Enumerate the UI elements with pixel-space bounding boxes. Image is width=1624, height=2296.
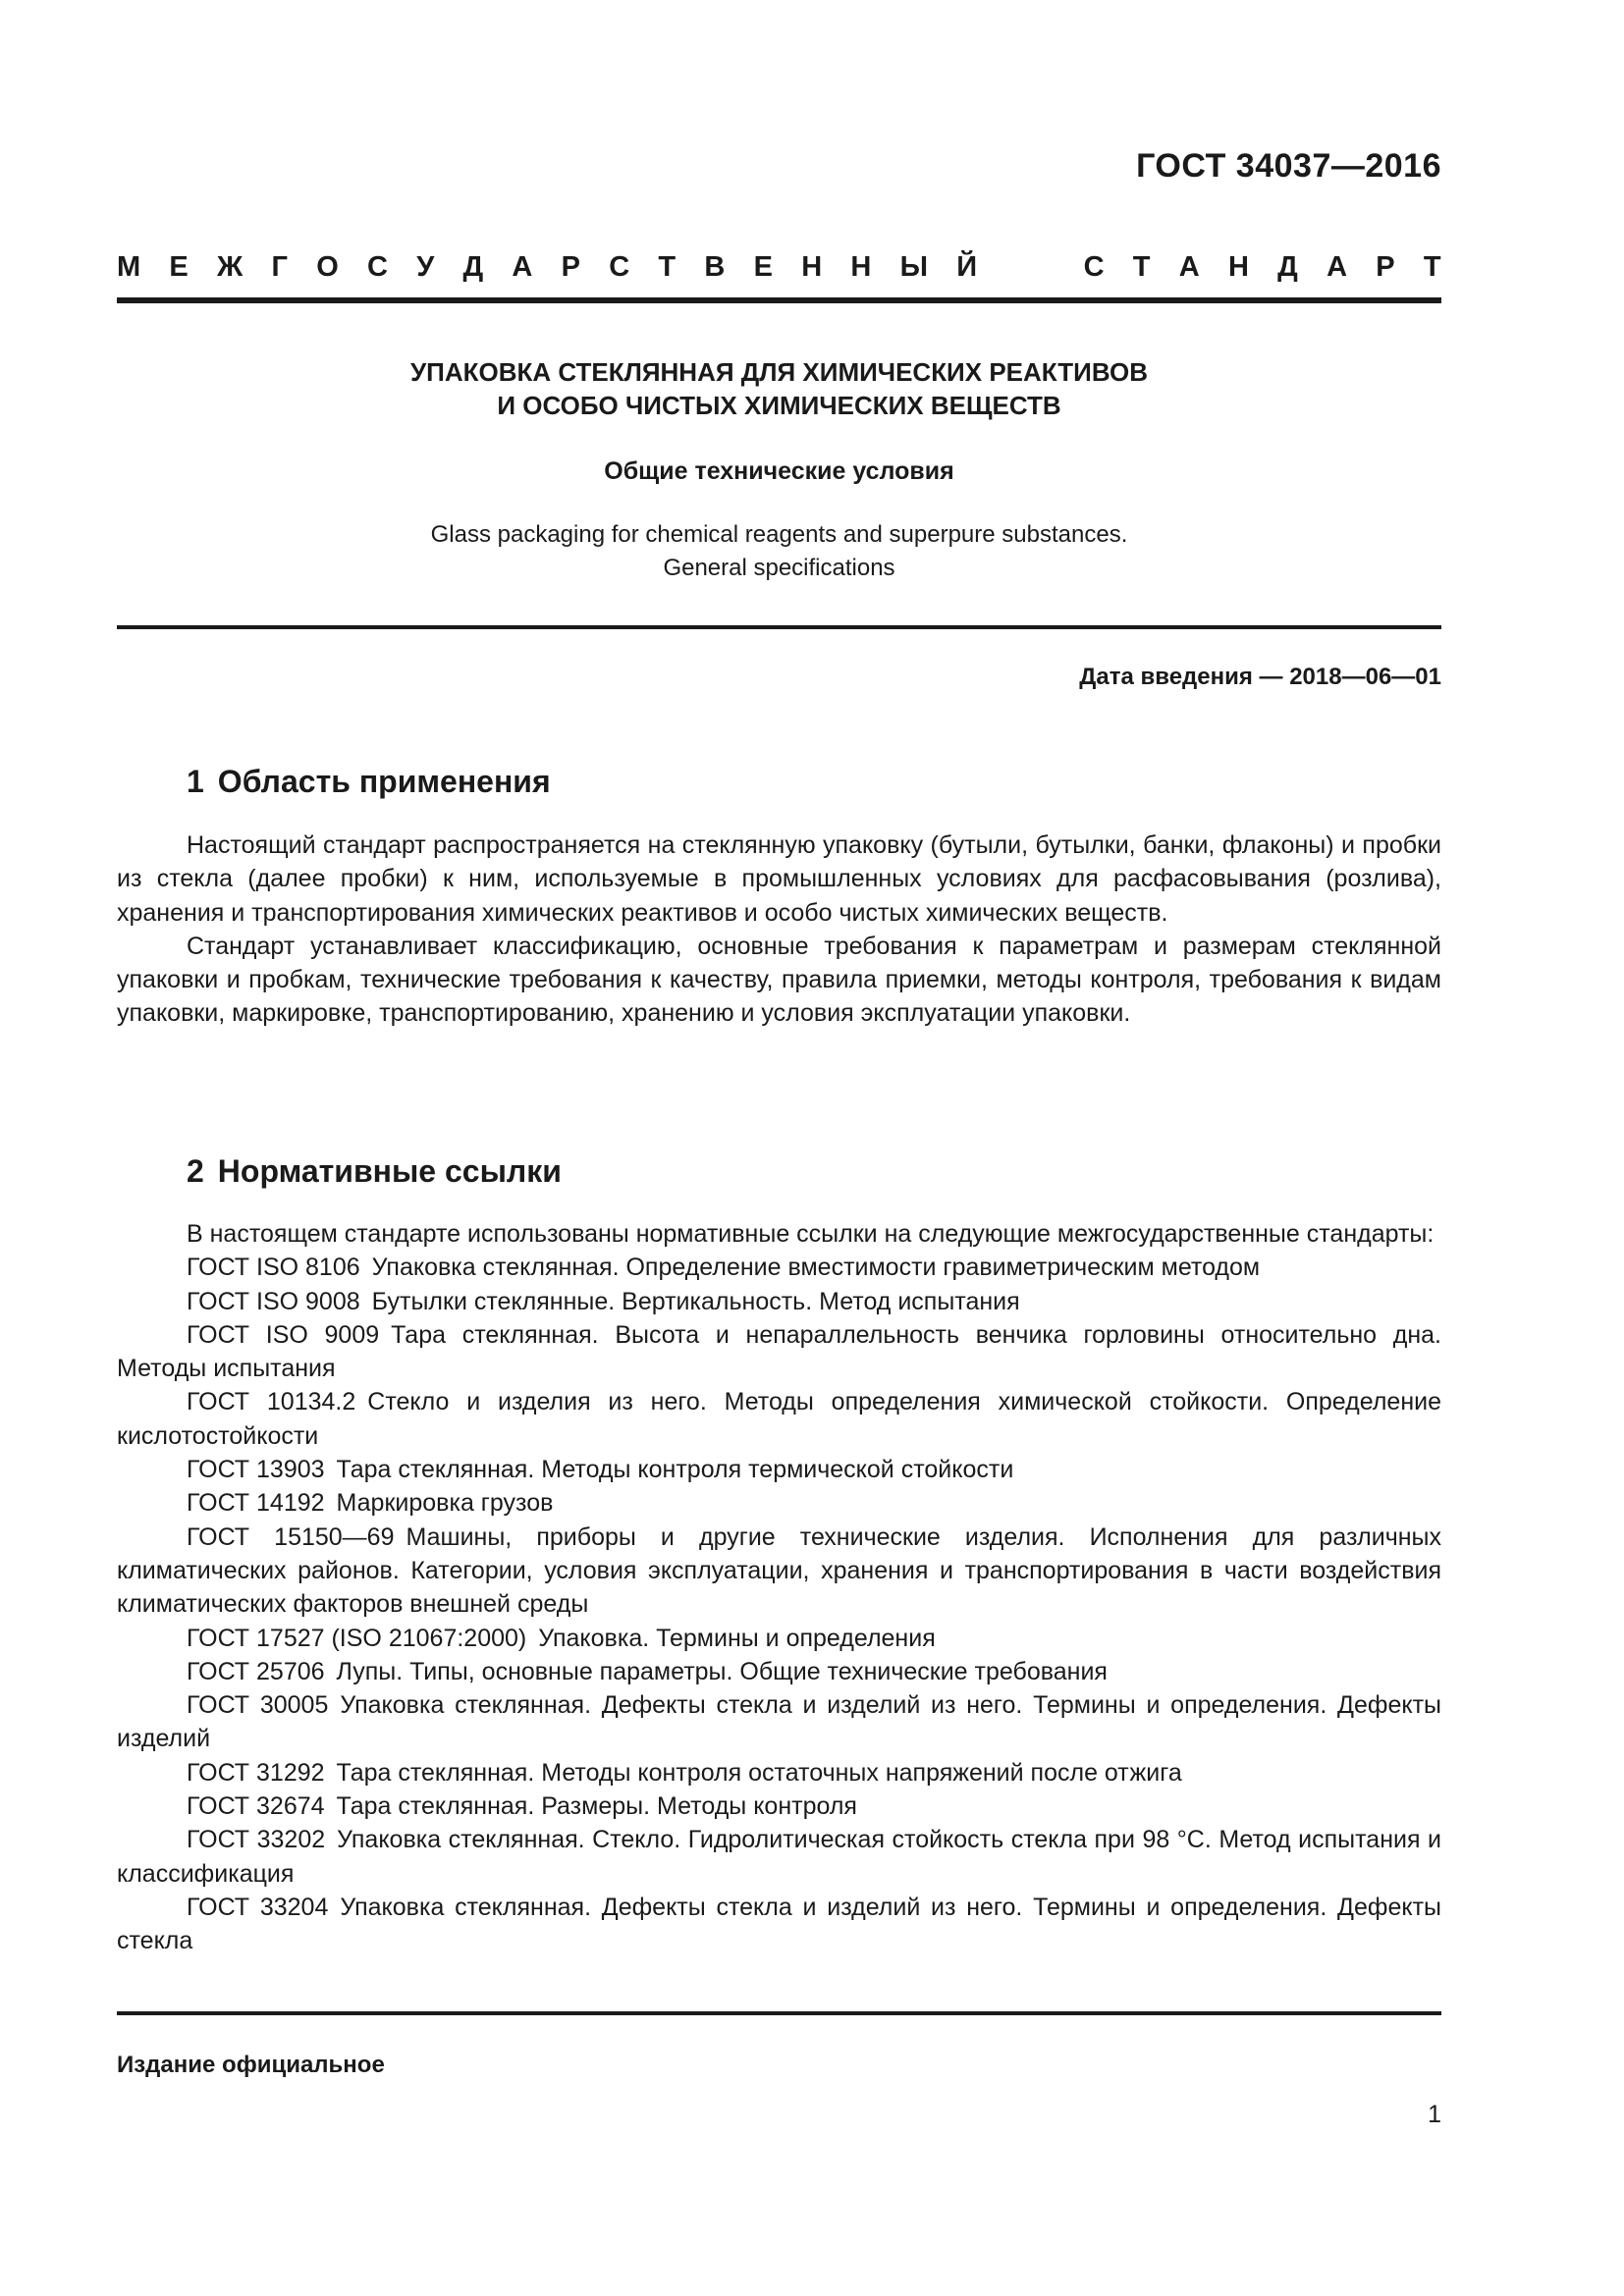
banner-letter: Т [1132,250,1151,283]
banner-letter: Р [1376,250,1395,283]
title-rule [117,625,1441,629]
reference-code: ГОСТ 30005 [187,1691,329,1720]
banner-letter: М [117,250,141,283]
normative-reference-item [117,1823,1441,1891]
section-2-number: 2 [187,1153,204,1189]
banner-letter: Й [956,250,978,283]
normative-reference-item [117,1285,1441,1318]
footer-rule [117,2011,1441,2015]
section-1-title: Область применения [217,764,551,799]
title-ru-line2: И ОСОБО ЧИСТЫХ ХИМИЧЕСКИХ ВЕЩЕСТВ [497,391,1061,420]
banner-letter: Д [462,250,484,283]
reference-code: ГОСТ 31292 [187,1758,325,1787]
section-1-number: 1 [187,764,204,799]
banner-letter: Е [169,250,189,283]
document-title-ru [117,355,1441,422]
section-1-paragraph: Настоящий стандарт распространяется на стеклянную упаковку (бутыли, бутылки, банки, флаконы) и пробки из стекла (далее пробки) к ним, используемые в промышленных условиях для расфасовывания (розлива), хранения и транспортирования химических реактивов и особо чистых химических веществ. [117,831,1441,927]
reference-code: ГОСТ 15150—69 [187,1522,395,1551]
banner-letter: Д [1277,250,1298,283]
reference-title: Упаковка стеклянная. Определение вместимости гравиметрическим методом [371,1254,1261,1282]
reference-code: ГОСТ 32674 [187,1792,325,1821]
reference-title: Тара стеклянная. Методы контроля термической стойкости [336,1456,1014,1484]
reference-code: ГОСТ ISO 8106 [187,1254,360,1282]
interstate-standard-banner [117,247,1441,287]
reference-code: ГОСТ 33202 [187,1826,326,1854]
reference-title: Упаковка стеклянная. Дефекты стекла и изделий из него. Термины и определения. Дефекты стекла [117,1893,1441,1955]
section-1-body [117,828,1441,1031]
document-title-en [117,518,1441,585]
banner-letter: Р [561,250,580,283]
section-2-body [117,1217,1441,1958]
normative-reference-item [117,1251,1441,1284]
reference-code: ГОСТ 25706 [187,1657,325,1685]
reference-title: Тара стеклянная. Методы контроля остаточных напряжений после отжига [336,1758,1182,1787]
reference-title: Упаковка. Термины и определения [538,1624,936,1652]
banner-letter: Ы [899,250,928,283]
reference-code: ГОСТ ISO 9008 [187,1287,360,1315]
banner-letter: У [416,250,435,283]
section-1-paragraph: Стандарт устанавливает классификацию, основные требования к параметрам и размерам стеклянной упаковки и пробкам, технические требования к качеству, правила приемки, методы контроля, требования к видам упаковки, маркировке, транспортированию, хранению и условия эксплуатации упаковки. [117,932,1441,1028]
normative-reference-item [117,1688,1441,1756]
normative-reference-item [117,1318,1441,1386]
banner-letter: А [1326,250,1348,283]
document-subtitle-ru: Общие технические условия [604,457,954,485]
section-1-heading [187,764,551,800]
banner-letter: А [1178,250,1200,283]
reference-title: Маркировка грузов [336,1489,554,1518]
reference-title: Упаковка стеклянная. Стекло. Гидролитическая стойкость стекла при 98 °С. Метод испытания и классификация [117,1826,1441,1888]
normative-reference-item [117,1453,1441,1486]
section-2-intro: В настоящем стандарте использованы нормативные ссылки на следующие межгосударственные стандарты: [187,1220,1435,1248]
introduction-date: Дата введения — 2018—06—01 [1079,664,1441,690]
normative-reference-item [117,1486,1441,1520]
banner-letter: Н [1227,250,1249,283]
banner-letter: О [316,250,339,283]
reference-title: Бутылки стеклянные. Вертикальность. Метод испытания [371,1287,1020,1315]
reference-code: ГОСТ 33204 [187,1893,329,1921]
section-2-title: Нормативные ссылки [217,1153,562,1189]
banner-letter: Т [1423,250,1441,283]
banner-letter: С [1083,250,1105,283]
normative-reference-item [117,1385,1441,1453]
reference-title: Стекло и изделия из него. Методы определения химической стойкости. Определение кислотостойкости [117,1388,1441,1450]
normative-references-list [117,1251,1441,1957]
banner-letter: Н [850,250,872,283]
normative-reference-item [117,1622,1441,1655]
reference-title: Упаковка стеклянная. Дефекты стекла и изделий из него. Термины и определения. Дефекты изделий [117,1691,1441,1753]
banner-letter: Ж [217,250,244,283]
normative-reference-item [117,1891,1441,1958]
title-en-line2: General specifications [663,555,895,581]
reference-code: ГОСТ ISO 9009 [187,1320,380,1349]
banner-letter: Е [753,250,773,283]
header-rule [117,297,1441,303]
reference-title: Машины, приборы и другие технические изделия. Исполнения для различных климатических районов. Категории, условия эксплуатации, хранения и транспортирования в части воздействия климатических факторов внешней среды [117,1522,1441,1619]
normative-reference-item [117,1521,1441,1622]
official-edition-label: Издание официальное [117,2052,385,2078]
reference-title: Лупы. Типы, основные параметры. Общие технические требования [336,1657,1108,1685]
reference-title: Тара стеклянная. Размеры. Методы контроля [336,1792,857,1821]
banner-letter: В [704,250,726,283]
banner-letter: Н [801,250,823,283]
normative-reference-item [117,1789,1441,1823]
reference-code: ГОСТ 14192 [187,1489,325,1518]
reference-code: ГОСТ 10134.2 [187,1388,356,1416]
normative-reference-item [117,1655,1441,1688]
reference-title: Тара стеклянная. Высота и непараллельность венчика горловины относительно дна. Методы испытания [117,1320,1442,1383]
banner-letter: С [367,250,388,283]
normative-reference-item [117,1756,1441,1789]
title-ru-line1: УПАКОВКА СТЕКЛЯННАЯ ДЛЯ ХИМИЧЕСКИХ РЕАКТИВОВ [409,357,1148,387]
reference-code: ГОСТ 13903 [187,1456,325,1484]
banner-letter: С [609,250,630,283]
title-en-line1: Glass packaging for chemical reagents and superpure substances. [430,521,1128,548]
page-number: 1 [1428,2101,1441,2128]
banner-letter: Г [271,250,288,283]
banner-letter: А [512,250,533,283]
standard-number: ГОСТ 34037—2016 [1136,147,1441,185]
reference-code: ГОСТ 17527 (ISO 21067:2000) [187,1624,527,1652]
section-2-heading [187,1153,562,1190]
banner-letter: Т [658,250,677,283]
